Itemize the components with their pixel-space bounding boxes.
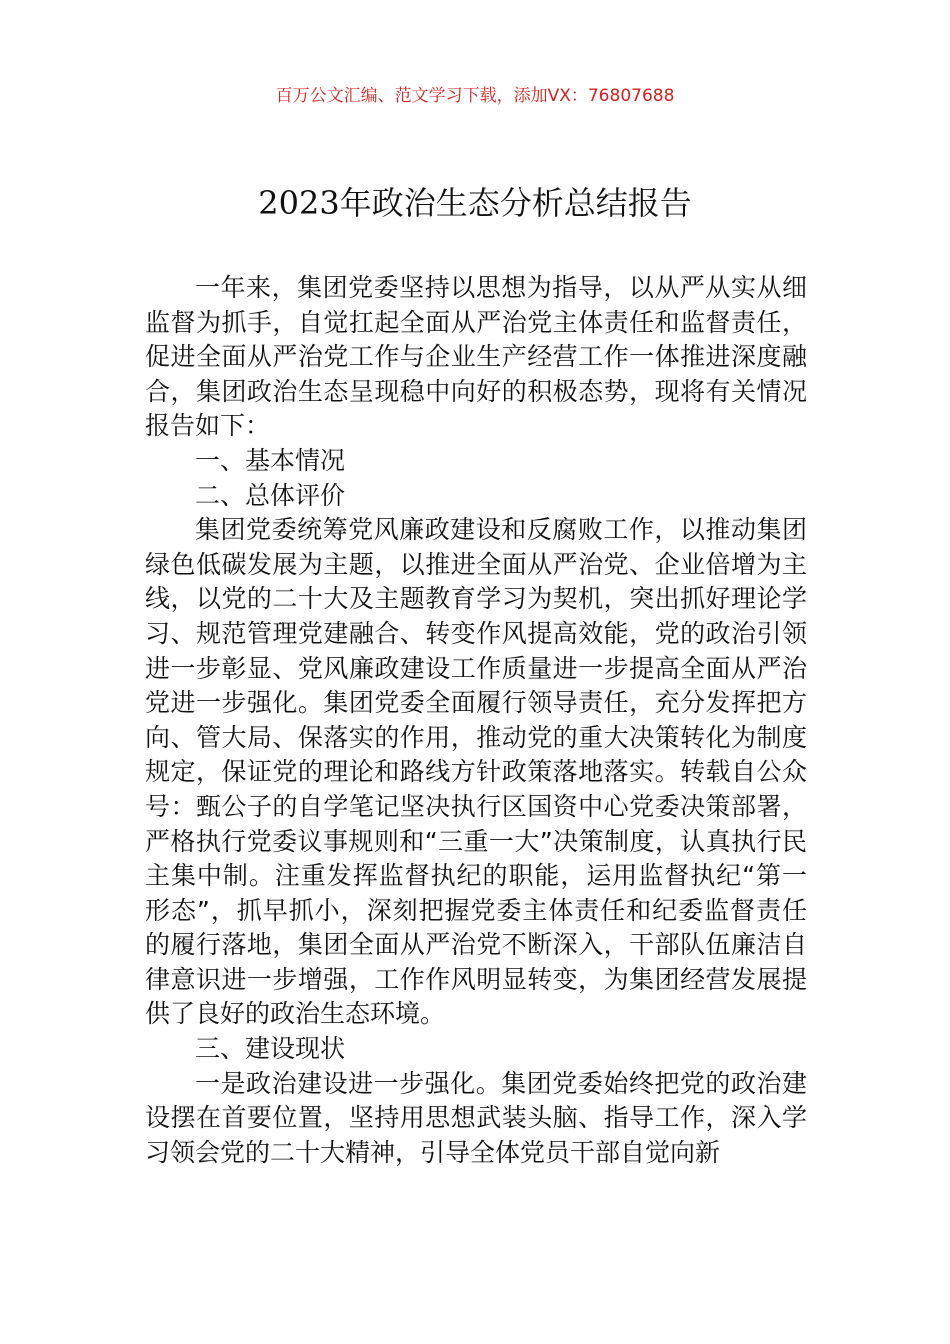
section-heading-construction-status: 三、建设现状 xyxy=(195,1034,346,1064)
section-heading-basic-situation: 一、基本情况 xyxy=(195,445,346,475)
status-paragraph: 一是政治建设进一步强化。集团党委始终把党的政治建设摆在首要位置，坚持用思想武装头脑、指导工作，深入学习领会党的二十大精神，引导全体党员干部自觉向新 xyxy=(145,1068,807,1167)
watermark-text: 百万公文汇编、范文学习下载，添加VX：76807688 xyxy=(275,86,675,106)
intro-paragraph: 一年来，集团党委坚持以思想为指导，以从严从实从细监督为抓手，自觉扛起全面从严治党主体责任和监督责任，促进全面从严治党工作与企业生产经营工作一体推进深度融合，集团政治生态呈现稳中向好的积极态势，现将有关情况报告如下： xyxy=(145,273,807,441)
evaluation-paragraph: 集团党委统筹党风廉政建设和反腐败工作，以推动集团绿色低碳发展为主题，以推进全面从严治党、企业倍增为主线，以党的二十大及主题教育学习为契机，突出抓好理论学习、规范管理党建融合、转变作风提高效能，党的政治引领进一步彰显、党风廉政建设工作质量进一步提高全面从严治党进一步强化。集团党委全面履行领导责任，充分发挥把方向、管大局、保落实的作用，推动党的重大决策转化为制度规定，保证党的理论和路线方针政策落地落实。转载自公众号：甄公子的自学笔记坚决执行区国资中心党委决策部署，严格执行党委议事规则和“三重一大”决策制度，认真执行民主集中制。注重发挥监督执纪的职能，运用监督执纪“第一形态”，抓早抓小，深刻把握党委主体责任和纪委监督责任的履行落地，集团全面从严治党不断深入，干部队伍廉洁自律意识进一步增强，工作作风明显转变，为集团经营发展提供了良好的政治生态环境。 xyxy=(145,515,807,1029)
document-title: 2023年政治生态分析总结报告 xyxy=(258,184,692,222)
document-body xyxy=(145,271,807,1170)
section-heading-overall-evaluation: 二、总体评价 xyxy=(195,480,346,510)
